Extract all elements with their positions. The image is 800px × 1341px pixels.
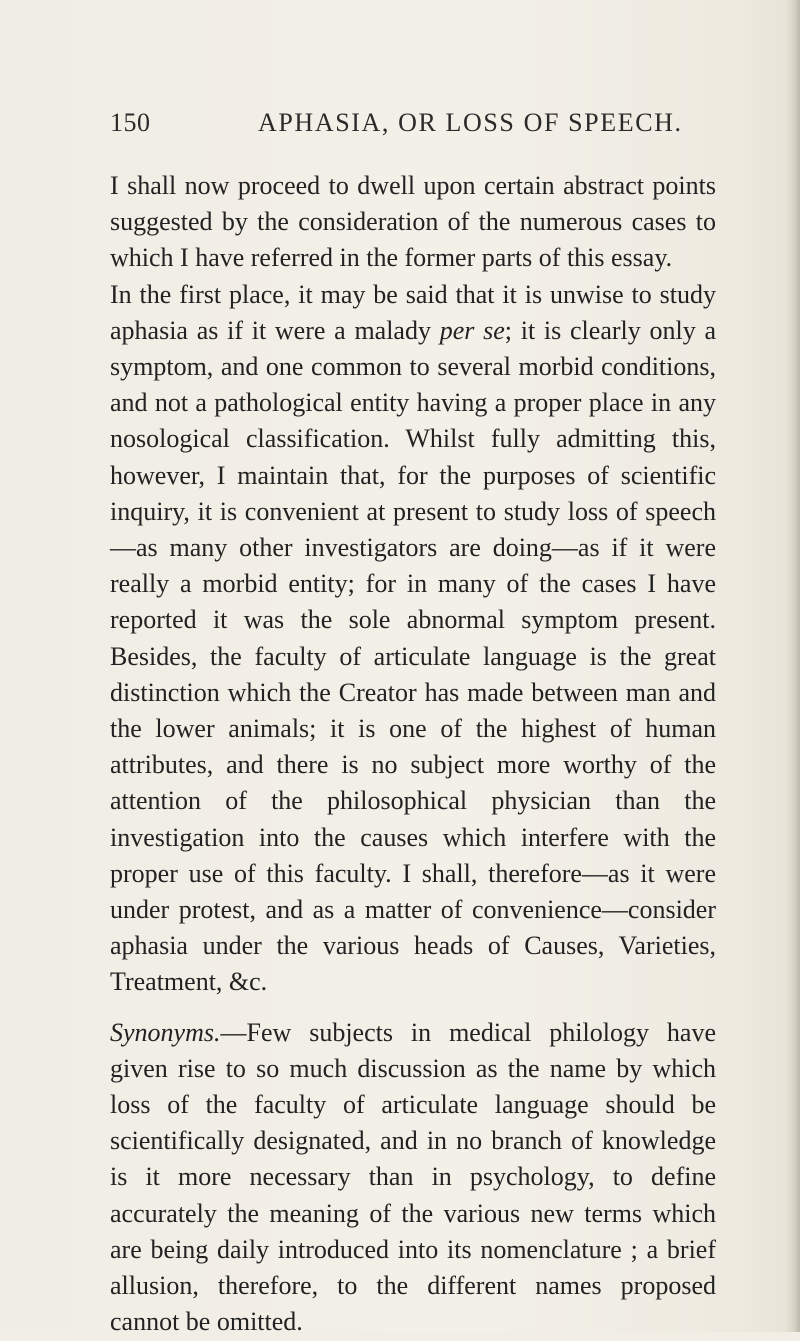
running-head: APHASIA, OR LOSS OF SPEECH. bbox=[258, 108, 683, 137]
synonyms-heading: Synonyms. bbox=[110, 1017, 221, 1047]
paragraph-synonyms-text: —Few subjects in medical philology have given rise to so much discussion as the name by which loss of the faculty of articulate language should be scientifically designated, and in no branch of knowledge is it more necessary than in psychology, to define accurately the meaning of the various new terms which are being daily introduced into its nomenclature ; a brief allusion, therefore, to the different names proposed cannot be omitted. bbox=[110, 1017, 716, 1337]
paragraph-intro bbox=[110, 168, 716, 277]
paragraph-first-place bbox=[110, 277, 716, 1001]
paragraph-first-place-text-b: ; it is clearly only a symptom, and one common to several morbid conditions, and not a pathological entity having a proper place in any nosological classification. Whilst fully admitting this, however, I maintain that, for the purposes of scientific inquiry, it is convenient at present to study loss of speech—as many other investigators are doing—as if it were really a morbid entity; for in many of the cases I have reported it was the sole abnormal symptom present. Besides, the faculty of articulate language is the great distinction which the Creator has made between man and the lower animals; it is one of the highest of human attributes, and there is no subject more worthy of the attention of the philosophical physician than the investigation into the causes which interfere with the proper use of this faculty. I shall, therefore—as it were under protest, and as a matter of convenience—consider aphasia under the various heads of Causes, Varieties, Treatment, &c. bbox=[110, 315, 716, 997]
paragraph-first-place-text-a: In the first place, it may be said that it is unwise to study aphasia as if it were a malady bbox=[110, 279, 716, 345]
body-text bbox=[110, 168, 716, 1341]
per-se-italic: per se bbox=[439, 315, 505, 345]
paragraph-intro-text: I shall now proceed to dwell upon certain abstract points suggested by the consideration of the numerous cases to which I have referred in the former parts of this essay. bbox=[110, 171, 716, 273]
page-edge-shadow bbox=[786, 0, 800, 1332]
page-header bbox=[0, 108, 800, 148]
paragraph-synonyms bbox=[110, 1015, 716, 1341]
page-number: 150 bbox=[110, 108, 151, 137]
